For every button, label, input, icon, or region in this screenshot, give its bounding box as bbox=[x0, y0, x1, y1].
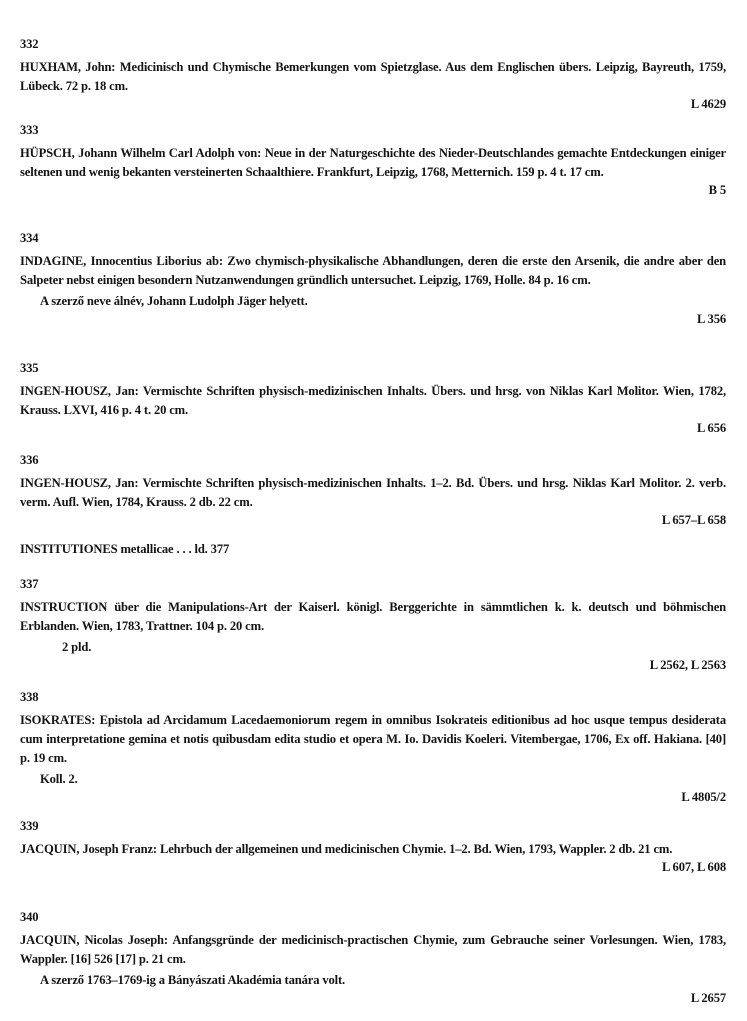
call-number: L 2562, L 2563 bbox=[649, 658, 726, 672]
entry-335 bbox=[20, 360, 726, 437]
entry-333 bbox=[20, 122, 726, 199]
entry-number: 334 bbox=[20, 231, 39, 245]
entry-332 bbox=[20, 36, 726, 113]
entry-text: INGEN-HOUSZ, Jan: Vermischte Schriften physisch-medizinischen Inhalts. 1–2. Bd. Übers. und hrsg. Niklas Karl Molitor. 2. verb. verm. Aufl. Wien, 1784, Krauss. 2 db. 22 cm. bbox=[20, 476, 726, 509]
entry-334 bbox=[20, 230, 726, 328]
entry-number: 339 bbox=[20, 819, 39, 833]
call-number: L 4629 bbox=[690, 97, 726, 111]
entry-text: INDAGINE, Innocentius Liborius ab: Zwo chymisch-physikalische Abhandlungen, deren die erste den Arsenik, die andre aber den Salpeter nebst einigen besondern Nutzanwendungen gründlich untersuchet. Leipzig, 1769, Holle. 84 p. 16 cm. bbox=[20, 254, 726, 287]
entry-339 bbox=[20, 818, 726, 876]
call-number: L 4805/2 bbox=[681, 790, 726, 804]
entry-340 bbox=[20, 909, 726, 1007]
call-number: L 656 bbox=[697, 421, 726, 435]
entry-text: HÜPSCH, Johann Wilhelm Carl Adolph von: Neue in der Naturgeschichte des Nieder-Deutschlandes gemachte Entdeckungen einiger seltenen und wenig bekanten versteinerten Schaalthiere. Frankfurt, Leipzig, 1768, Metternich. 159 p. 4 t. 17 cm. bbox=[20, 146, 726, 179]
entry-number: 332 bbox=[20, 37, 39, 51]
entry-note: A szerző neve álnév, Johann Ludolph Jäger helyett. bbox=[40, 294, 308, 308]
entry-number: 338 bbox=[20, 690, 39, 704]
call-number: L 657–L 658 bbox=[661, 513, 726, 527]
cross-reference: INSTITUTIONES metallicae . . . ld. 377 bbox=[20, 542, 230, 556]
call-number: L 607, L 608 bbox=[662, 860, 726, 874]
entry-336 bbox=[20, 452, 726, 529]
entry-text: JACQUIN, Joseph Franz: Lehrbuch der allgemeinen und medicinischen Chymie. 1–2. Bd. Wien, 1793, Wappler. 2 db. 21 cm. bbox=[20, 842, 673, 856]
entry-number: 335 bbox=[20, 361, 39, 375]
entry-number: 337 bbox=[20, 577, 39, 591]
entry-text: ISOKRATES: Epistola ad Arcidamum Lacedaemoniorum regem in omnibus Isokrateis editionibus ad hoc usque tempus desiderata cum interpretatione gemina et notis quibusdam edita studio et opera M. Io. Davidis Koeleri. Vitembergae, 1706, Ex off. Hakiana. [40] p. 19 cm. bbox=[20, 713, 726, 765]
entry-note: A szerző 1763–1769-ig a Bányászati Akadémia tanára volt. bbox=[40, 973, 346, 987]
entry-text: INGEN-HOUSZ, Jan: Vermischte Schriften physisch-medizinischen Inhalts. Übers. und hrsg. von Niklas Karl Molitor. Wien, 1782, Krauss. LXVI, 416 p. 4 t. 20 cm. bbox=[20, 384, 726, 417]
entry-text: HUXHAM, John: Medicinisch und Chymische Bemerkungen vom Spietzglase. Aus dem Englischen übers. Leipzig, Bayreuth, 1759, Lübeck. 72 p. 18 cm. bbox=[20, 60, 726, 93]
call-number: B 5 bbox=[708, 183, 726, 197]
entry-note: Koll. 2. bbox=[40, 772, 78, 786]
call-number: L 356 bbox=[697, 312, 726, 326]
entry-note: 2 pld. bbox=[62, 640, 92, 654]
entry-number: 340 bbox=[20, 910, 39, 924]
entry-text: INSTRUCTION über die Manipulations-Art der Kaiserl. königl. Berggerichte in sämmtlichen k. k. deutsch und böhmischen Erblanden. Wien, 1783, Trattner. 104 p. 20 cm. bbox=[20, 600, 726, 633]
call-number: L 2657 bbox=[690, 991, 726, 1005]
entry-338 bbox=[20, 689, 726, 806]
entry-337 bbox=[20, 576, 726, 674]
entry-number: 336 bbox=[20, 453, 39, 467]
entry-text: JACQUIN, Nicolas Joseph: Anfangsgründe der medicinisch-practischen Chymie, zum Gebrauche seiner Vorlesungen. Wien, 1783, Wappler. [16] 526 [17] p. 21 cm. bbox=[20, 933, 726, 966]
entry-number: 333 bbox=[20, 123, 39, 137]
